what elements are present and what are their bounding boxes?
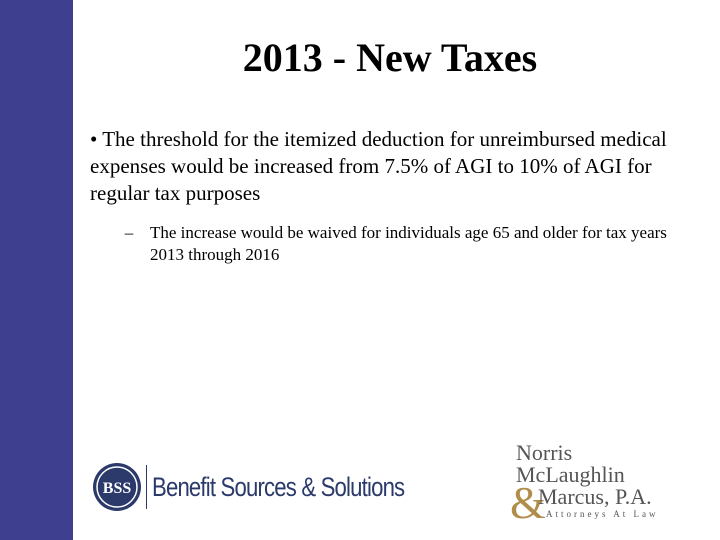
bss-seal-icon (92, 462, 142, 512)
main-bullet-text: The threshold for the itemized deduction for unreimbursed medical expenses would be increased from 7.5% of AGI to 10% of AGI for regular tax purposes (90, 127, 667, 205)
bss-seal-text: BSS (102, 480, 132, 497)
nmm-line-marcus: Marcus, P.A. (538, 484, 652, 509)
bss-divider (146, 465, 147, 509)
bullet-marker: • (90, 127, 98, 151)
sub-bullet-text: The increase would be waived for individuals age 65 and older for tax years 2013 through 2016 (150, 223, 667, 264)
nmm-line-mclaughlin: McLaughlin (516, 462, 625, 487)
slide-title: 2013 - New Taxes (242, 35, 538, 80)
sub-bullet (116, 222, 690, 266)
main-bullet (90, 126, 680, 207)
slide-sidebar-bar (0, 0, 73, 540)
sub-bullet-marker: – (124, 223, 134, 242)
nmm-line-norris: Norris (516, 440, 573, 465)
norris-mclaughlin-logo (510, 440, 690, 530)
benefit-sources-logo (92, 460, 460, 514)
nmm-line-attorneys: Attorneys At Law (546, 509, 659, 519)
nmm-ampersand: & (510, 477, 546, 528)
bss-company-name: Benefit Sources & Solutions (152, 471, 405, 502)
